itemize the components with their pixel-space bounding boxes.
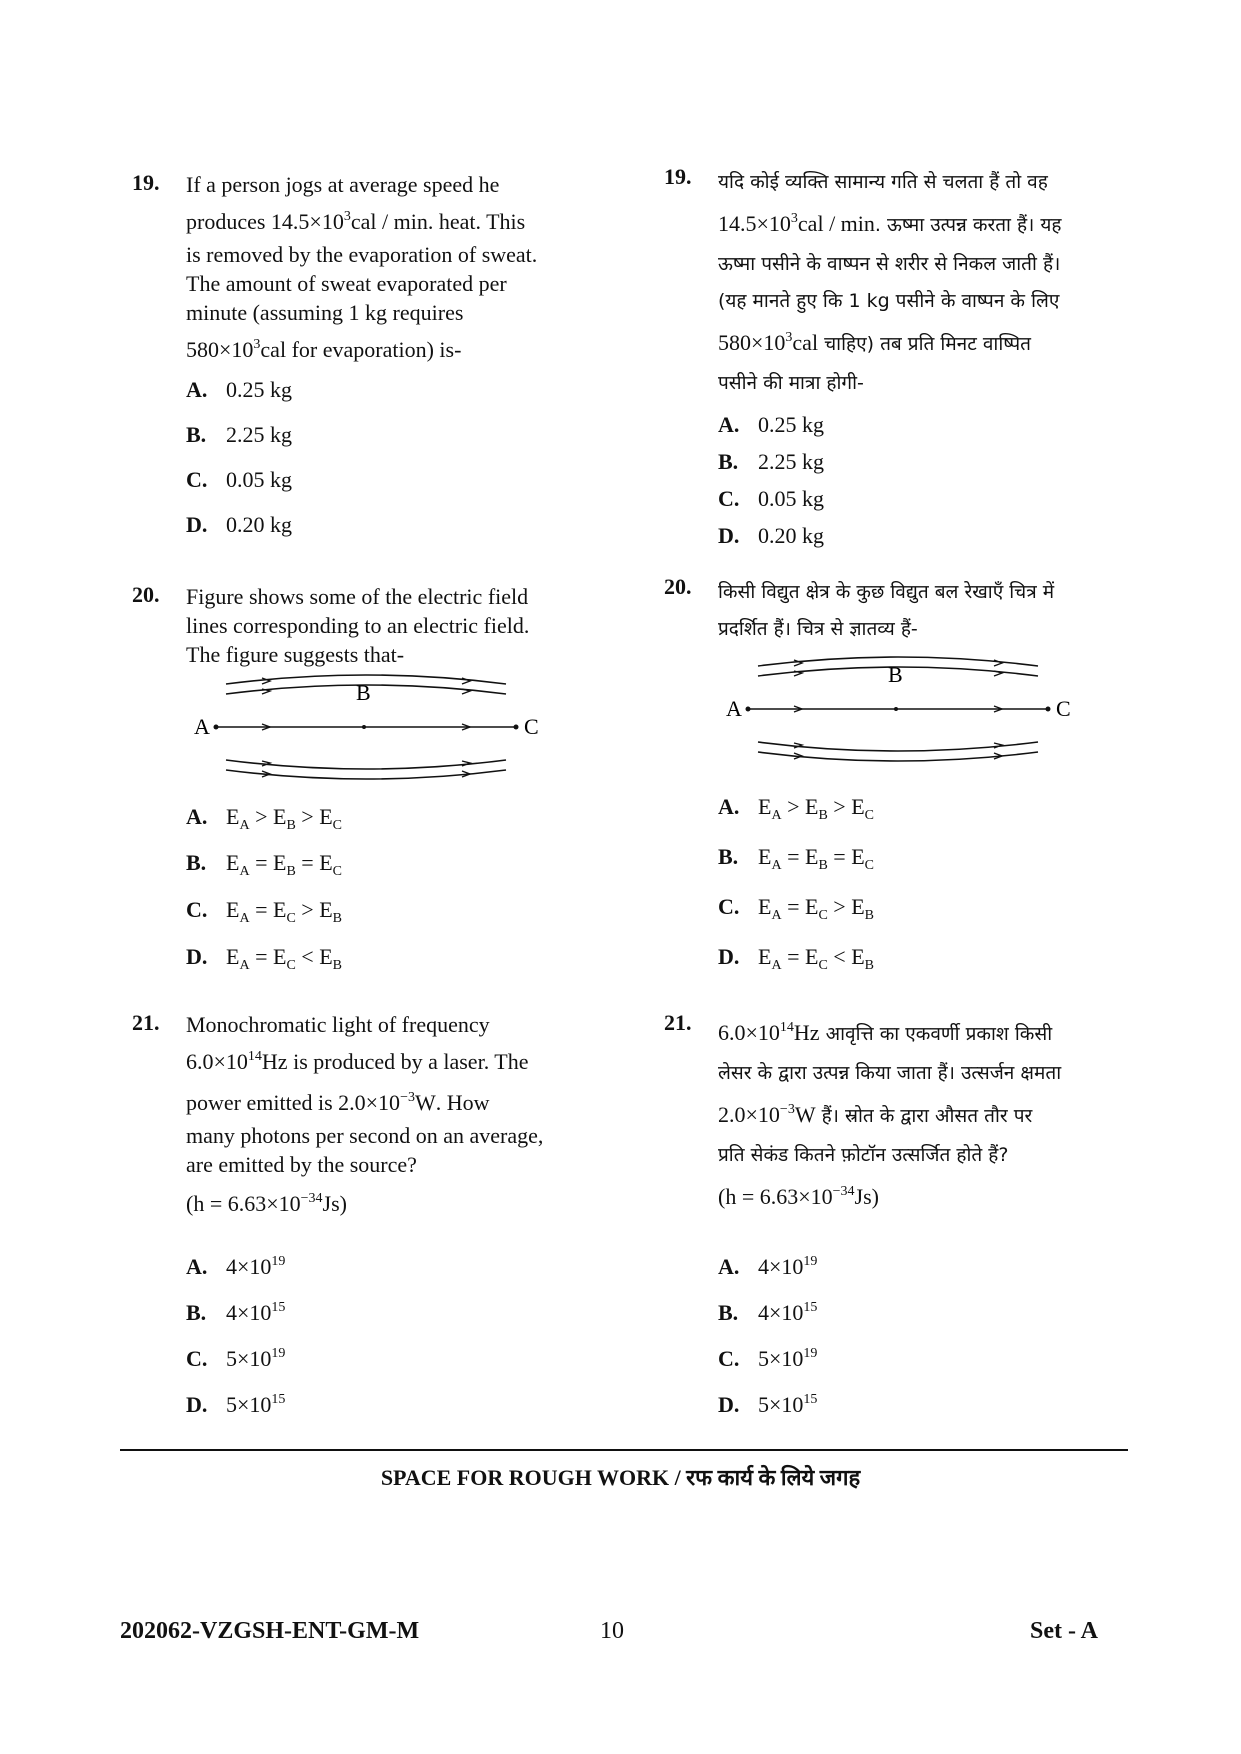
math-latent-heat — [186, 335, 286, 364]
option-text: 2.25 kg — [226, 422, 292, 447]
option-b[interactable] — [186, 850, 343, 879]
e-symbol: E — [273, 944, 287, 969]
option-text: 2.25 kg — [758, 449, 824, 474]
math-base: 580×10 — [718, 330, 786, 355]
option-a[interactable] — [718, 1254, 817, 1280]
math-base: 580×10 — [186, 337, 254, 362]
text-line: minute (assuming 1 kg requires — [186, 300, 464, 325]
option-label: D. — [186, 944, 208, 969]
text-line: many photons per second on an average, — [186, 1123, 544, 1148]
text-line: are emitted by the source? — [186, 1152, 417, 1177]
math-base: 2.0×10 — [718, 1102, 780, 1127]
option-label: C. — [718, 486, 740, 511]
question-number: 20. — [132, 582, 160, 607]
option-exponent: 19 — [271, 1254, 286, 1269]
e-subscript: B — [864, 908, 875, 923]
e-symbol: E — [226, 944, 240, 969]
option-label: D. — [186, 512, 208, 537]
math-heat-rate — [271, 207, 428, 236]
e-subscript: B — [286, 818, 296, 833]
option-base: 5×10 — [758, 1392, 804, 1417]
e-symbol: E — [319, 804, 333, 829]
option-exponent: 19 — [803, 1254, 818, 1269]
e-symbol: E — [758, 794, 772, 819]
e-subscript: B — [286, 864, 296, 879]
option-exponent: 15 — [271, 1300, 286, 1315]
text-fragment: . ऊष्मा उत्पन्न करता हैं। यह — [874, 214, 1062, 236]
text-line: लेसर के द्वारा उत्पन्न किया जाता हैं। उत्सर्जन क्षमता — [718, 1062, 1062, 1084]
option-label: B. — [718, 1300, 739, 1325]
e-subscript: B — [864, 958, 875, 973]
paper-code: 202062-VZGSH-ENT-GM-M — [120, 1618, 420, 1644]
question-text — [718, 574, 1148, 648]
e-subscript: A — [771, 858, 782, 873]
math-unit: Hz — [793, 1020, 820, 1045]
e-symbol: E — [273, 850, 287, 875]
option-label: D. — [718, 1392, 740, 1417]
option-b[interactable] — [718, 449, 824, 475]
text-fragment: is produced by a laser. The — [287, 1049, 529, 1074]
option-base: 4×10 — [226, 1254, 272, 1279]
point-a-label: A — [194, 714, 210, 739]
option-c[interactable] — [718, 1346, 817, 1372]
option-label: C. — [186, 897, 208, 922]
e-subscript: A — [239, 864, 250, 879]
option-base: 4×10 — [758, 1300, 804, 1325]
option-label: B. — [186, 1300, 207, 1325]
option-a[interactable] — [718, 412, 824, 438]
math-exponent: 3 — [785, 330, 793, 345]
math-planck-constant — [718, 1178, 879, 1215]
operator: = — [787, 894, 800, 919]
option-exponent: 19 — [271, 1346, 286, 1361]
option-base: 4×10 — [758, 1254, 804, 1279]
option-text: 0.05 kg — [226, 467, 292, 492]
option-d[interactable] — [186, 512, 292, 538]
operator: = — [301, 850, 314, 875]
text-line: is removed by the evaporation of sweat. — [186, 242, 538, 267]
point-b-label: B — [356, 680, 371, 705]
math-exponent: −34 — [300, 1191, 323, 1206]
text-fragment: हैं। स्रोत के द्वारा औसत तौर पर — [815, 1105, 1033, 1127]
text-line: पसीने की मात्रा होगी- — [718, 372, 864, 394]
math-exponent: 14 — [779, 1020, 794, 1035]
e-subscript: C — [818, 908, 828, 923]
option-d[interactable] — [186, 1392, 285, 1418]
text-line — [718, 320, 1148, 365]
question-text — [186, 582, 616, 669]
e-symbol: E — [226, 804, 240, 829]
operator: > — [301, 804, 314, 829]
math-planck-constant — [186, 1189, 347, 1218]
text-line — [718, 1174, 1148, 1219]
option-label: D. — [718, 523, 740, 548]
e-subscript: B — [818, 858, 828, 873]
math-base: 14.5×10 — [270, 209, 344, 234]
electric-field-figure — [186, 672, 546, 792]
option-c[interactable] — [186, 467, 292, 493]
e-symbol: E — [273, 897, 287, 922]
question-text — [186, 170, 616, 368]
question-number: 21. — [132, 1010, 160, 1035]
text-line — [186, 203, 616, 240]
e-subscript: A — [771, 958, 782, 973]
e-subscript: C — [864, 808, 875, 823]
point-b-label: B — [888, 662, 903, 687]
option-b[interactable] — [718, 1300, 817, 1326]
text-fragment: power emitted is — [186, 1090, 339, 1115]
e-subscript: C — [286, 911, 296, 926]
question-text — [186, 1010, 616, 1222]
math-base: 14.5×10 — [718, 211, 791, 236]
text-line — [186, 1185, 616, 1222]
rough-work-divider — [120, 1449, 1128, 1451]
option-label: C. — [718, 894, 740, 919]
option-label: A. — [186, 377, 208, 402]
e-symbol: E — [319, 944, 333, 969]
option-text: 0.25 kg — [758, 412, 824, 437]
option-exponent: 19 — [803, 1346, 818, 1361]
text-line — [186, 1043, 616, 1080]
e-symbol: E — [805, 894, 819, 919]
option-text: 0.05 kg — [758, 486, 824, 511]
math-exponent: 3 — [343, 209, 351, 224]
math-frequency — [718, 1014, 820, 1051]
option-a[interactable] — [718, 794, 875, 823]
point-mid-dot — [894, 707, 898, 711]
point-a-dot — [746, 707, 751, 712]
text-line: The amount of sweat evaporated per — [186, 271, 507, 296]
math-unit: Js) — [854, 1184, 879, 1209]
option-c[interactable] — [186, 897, 343, 926]
e-symbol: E — [851, 944, 865, 969]
e-symbol: E — [805, 794, 819, 819]
option-exponent: 15 — [803, 1300, 818, 1315]
option-exponent: 15 — [271, 1392, 286, 1407]
option-d[interactable] — [718, 944, 875, 973]
question-number: 20. — [664, 574, 692, 599]
option-label: C. — [186, 1346, 208, 1371]
math-base: (h = 6.63×10 — [186, 1191, 301, 1216]
text-fragment: आवृत्ति का एकवर्णी प्रकाश किसी — [819, 1023, 1053, 1045]
e-subscript: A — [239, 958, 250, 973]
option-b[interactable] — [718, 844, 875, 873]
text-line: प्रदर्शित हैं। चित्र से ज्ञातव्य हैं- — [718, 618, 918, 640]
text-line: lines corresponding to an electric field. — [186, 613, 530, 638]
math-heat-rate — [718, 205, 875, 242]
set-label: Set - A — [1030, 1618, 1098, 1644]
option-label: A. — [186, 804, 208, 829]
math-unit: W — [414, 1090, 436, 1115]
option-d[interactable] — [718, 523, 824, 549]
e-symbol: E — [851, 794, 865, 819]
math-frequency — [186, 1047, 288, 1076]
math-base: 6.0×10 — [186, 1049, 248, 1074]
question-number: 19. — [132, 170, 160, 195]
text-line: किसी विद्युत क्षेत्र के कुछ विद्युत बल रेखाएँ चित्र में — [718, 581, 1055, 603]
operator: = — [787, 844, 800, 869]
option-label: A. — [718, 1254, 740, 1279]
math-base: 6.0×10 — [718, 1020, 780, 1045]
text-line: Monochromatic light of frequency — [186, 1012, 490, 1037]
e-symbol: E — [758, 844, 772, 869]
e-subscript: C — [818, 958, 828, 973]
e-symbol: E — [758, 944, 772, 969]
math-base: (h = 6.63×10 — [718, 1184, 833, 1209]
math-power — [338, 1088, 436, 1117]
option-label: B. — [186, 850, 207, 875]
e-subscript: C — [332, 818, 343, 833]
operator: = — [255, 897, 268, 922]
e-subscript: A — [771, 808, 782, 823]
operator: > — [787, 794, 800, 819]
text-line — [186, 331, 616, 368]
text-fragment: . heat. This — [427, 209, 526, 234]
point-c-label: C — [1056, 696, 1071, 721]
e-subscript: C — [286, 958, 296, 973]
text-line: The figure suggests that- — [186, 642, 405, 667]
point-c-label: C — [524, 714, 539, 739]
e-subscript: B — [818, 808, 828, 823]
option-a[interactable] — [186, 1254, 285, 1280]
operator: < — [301, 944, 314, 969]
option-label: B. — [718, 844, 739, 869]
e-subscript: C — [332, 864, 343, 879]
math-base: 2.0×10 — [338, 1090, 401, 1115]
e-subscript: A — [239, 818, 250, 833]
option-a[interactable] — [186, 377, 292, 403]
option-base: 4×10 — [226, 1300, 272, 1325]
math-unit: Hz — [261, 1049, 288, 1074]
option-base: 5×10 — [226, 1392, 272, 1417]
operator: = — [255, 850, 268, 875]
math-unit: cal — [260, 337, 287, 362]
question-number: 21. — [664, 1010, 692, 1035]
operator: = — [787, 944, 800, 969]
option-a[interactable] — [186, 804, 343, 833]
text-line — [718, 201, 1148, 246]
option-b[interactable] — [186, 422, 292, 448]
text-line: प्रति सेकंड कितने फ़ोटॉन उत्सर्जित होते हैं? — [718, 1144, 1009, 1166]
math-unit: cal / min — [797, 211, 875, 236]
math-exponent: 3 — [253, 337, 261, 352]
option-text: 0.20 kg — [758, 523, 824, 548]
text-line: ऊष्मा पसीने के वाष्पन से शरीर से निकल जाती हैं। — [718, 253, 1061, 275]
e-symbol: E — [851, 894, 865, 919]
text-line: If a person jogs at average speed he — [186, 172, 500, 197]
e-symbol: E — [319, 850, 333, 875]
option-label: A. — [186, 1254, 208, 1279]
operator: = — [833, 844, 846, 869]
math-exponent: −34 — [832, 1184, 855, 1199]
math-exponent: −3 — [779, 1102, 795, 1117]
option-label: D. — [718, 944, 740, 969]
math-unit: cal / min — [350, 209, 428, 234]
e-subscript: B — [332, 958, 343, 973]
option-label: C. — [186, 467, 208, 492]
page-number: 10 — [600, 1618, 624, 1644]
math-unit: W — [794, 1102, 816, 1127]
text-line — [186, 1084, 616, 1121]
option-label: C. — [718, 1346, 740, 1371]
operator: > — [833, 794, 846, 819]
rough-work-heading: SPACE FOR ROUGH WORK / रफ कार्य के लिये जगह — [380, 1465, 861, 1490]
electric-field-figure — [718, 654, 1078, 774]
option-label: A. — [718, 412, 740, 437]
e-symbol: E — [273, 804, 287, 829]
option-c[interactable] — [186, 1346, 285, 1372]
operator: > — [833, 894, 846, 919]
option-label: A. — [718, 794, 740, 819]
text-line — [718, 1092, 1148, 1137]
question-text — [718, 164, 1148, 402]
operator: > — [301, 897, 314, 922]
e-symbol: E — [805, 844, 819, 869]
e-symbol: E — [319, 897, 333, 922]
text-line: (यह मानते हुए कि 1 kg पसीने के वाष्पन के लिए — [718, 290, 1060, 312]
text-fragment: . How — [435, 1090, 490, 1115]
e-subscript: B — [332, 911, 343, 926]
question-number: 19. — [664, 164, 692, 189]
e-symbol: E — [805, 944, 819, 969]
option-text: 0.20 kg — [226, 512, 292, 537]
option-base: 5×10 — [758, 1346, 804, 1371]
text-line: यदि कोई व्यक्ति सामान्य गति से चलता हैं तो वह — [718, 171, 1048, 193]
math-unit: cal — [792, 330, 819, 355]
text-line — [718, 1010, 1148, 1055]
option-label: B. — [186, 422, 207, 447]
e-subscript: A — [239, 911, 250, 926]
text-fragment: चाहिए) तब प्रति मिनट वाष्पित — [818, 333, 1031, 355]
math-exponent: −3 — [400, 1090, 415, 1105]
point-c-dot — [1046, 707, 1051, 712]
option-d[interactable] — [718, 1392, 817, 1418]
math-power — [718, 1096, 816, 1133]
option-d[interactable] — [186, 944, 343, 973]
e-subscript: C — [864, 858, 875, 873]
text-fragment: for evaporation) is- — [286, 337, 462, 362]
math-unit: Js) — [322, 1191, 347, 1216]
point-mid-dot — [362, 725, 366, 729]
option-b[interactable] — [186, 1300, 285, 1326]
option-base: 5×10 — [226, 1346, 272, 1371]
option-exponent: 15 — [803, 1392, 818, 1407]
e-subscript: A — [771, 908, 782, 923]
option-label: B. — [718, 449, 739, 474]
e-symbol: E — [226, 850, 240, 875]
option-c[interactable] — [718, 894, 875, 923]
text-fragment: produces — [186, 209, 271, 234]
e-symbol: E — [758, 894, 772, 919]
point-a-label: A — [726, 696, 742, 721]
operator: < — [833, 944, 846, 969]
e-symbol: E — [851, 844, 865, 869]
option-text: 0.25 kg — [226, 377, 292, 402]
math-exponent: 14 — [247, 1049, 262, 1064]
text-line: Figure shows some of the electric field — [186, 584, 529, 609]
point-c-dot — [514, 725, 519, 730]
operator: = — [255, 944, 268, 969]
e-symbol: E — [226, 897, 240, 922]
math-latent-heat — [718, 324, 818, 361]
question-text — [718, 1010, 1148, 1219]
operator: > — [255, 804, 268, 829]
point-a-dot — [214, 725, 219, 730]
option-label: D. — [186, 1392, 208, 1417]
math-exponent: 3 — [790, 211, 798, 226]
option-c[interactable] — [718, 486, 824, 512]
